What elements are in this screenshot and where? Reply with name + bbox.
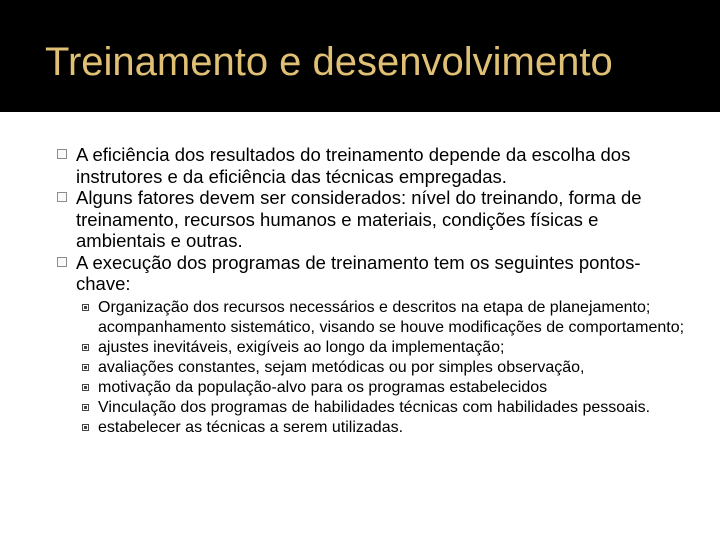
small-square-bullet-icon — [82, 304, 89, 311]
sub-bullet-list — [58, 298, 688, 438]
sub-bullet-item — [58, 378, 688, 398]
square-bullet-icon — [57, 149, 67, 159]
slide-body — [58, 144, 688, 438]
square-bullet-icon — [57, 257, 67, 267]
bullet-text: A eficiência dos resultados do treinamento depende da escolha dos instrutores e da eficiência das técnicas empregadas. — [76, 144, 631, 187]
sub-bullet-text: avaliações constantes, sejam metódicas ou por simples observação, — [98, 358, 585, 376]
slide-title: Treinamento e desenvolvimento — [45, 40, 613, 84]
square-bullet-icon — [57, 192, 67, 202]
bullet-item — [58, 187, 688, 252]
sub-bullet-text: motivação da população-alvo para os programas estabelecidos — [98, 378, 548, 396]
bullet-item — [58, 252, 688, 295]
sub-bullet-text: estabelecer as técnicas a serem utilizadas. — [98, 418, 404, 436]
small-square-bullet-icon — [82, 404, 89, 411]
bullet-text: Alguns fatores devem ser considerados: nível do treinando, forma de treinamento, recursos humanos e materiais, condições físicas e ambientais e outras. — [76, 187, 642, 251]
sub-bullet-text: Organização dos recursos necessários e descritos na etapa de planejamento; acompanhamento sistemático, visando se houve modificações de comportamento; — [98, 298, 685, 336]
sub-bullet-item — [58, 398, 688, 418]
sub-bullet-item — [58, 338, 688, 358]
sub-bullet-item — [58, 418, 688, 438]
sub-bullet-item — [58, 358, 688, 378]
sub-bullet-item — [58, 298, 688, 338]
small-square-bullet-icon — [82, 424, 89, 431]
sub-bullet-text: Vinculação dos programas de habilidades técnicas com habilidades pessoais. — [98, 398, 651, 416]
small-square-bullet-icon — [82, 364, 89, 371]
bullet-text: A execução dos programas de treinamento tem os seguintes pontos-chave: — [76, 251, 641, 294]
small-square-bullet-icon — [82, 384, 89, 391]
small-square-bullet-icon — [82, 344, 89, 351]
sub-bullet-text: ajustes inevitáveis, exigíveis ao longo da implementação; — [98, 338, 505, 356]
bullet-item — [58, 144, 688, 187]
